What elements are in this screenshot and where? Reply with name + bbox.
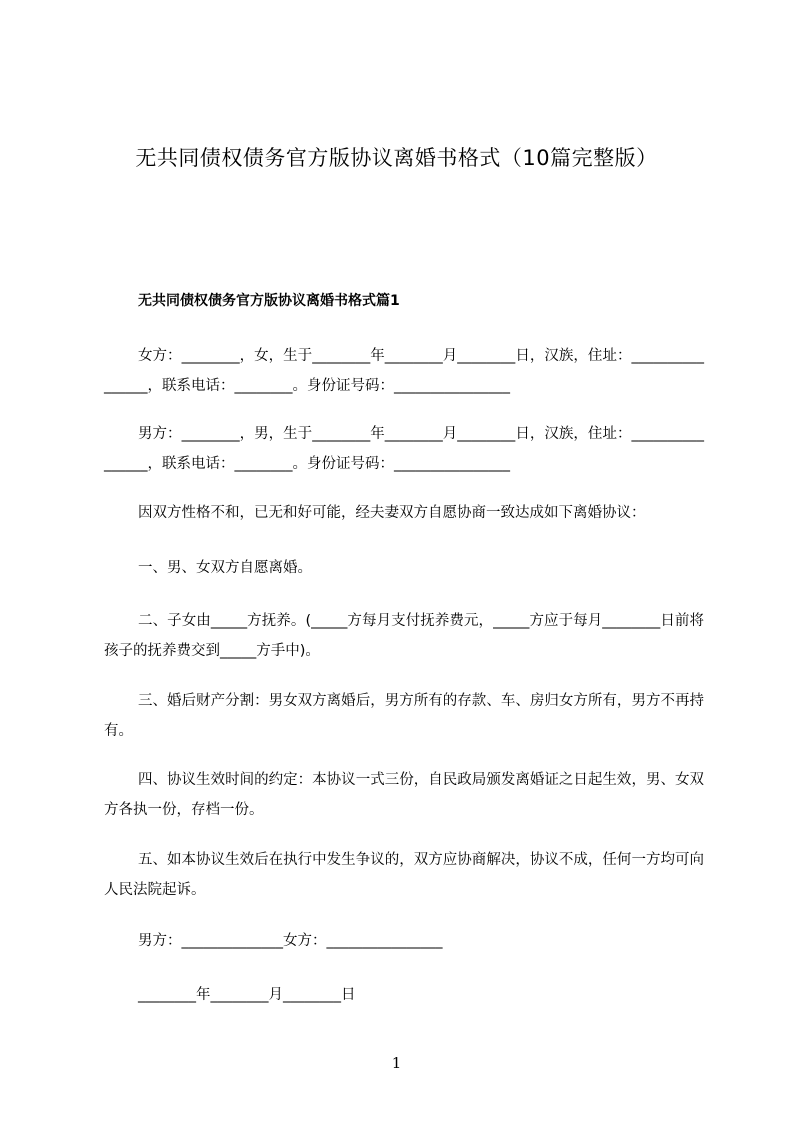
page-number: 1 xyxy=(391,1054,402,1072)
signature-line: 男方：______________女方：________________ xyxy=(138,933,443,949)
clause-4: 四、协议生效时间的约定：本协议一式三份，自民政局颁发离婚证之日起生效，男、女双方各执一份，存档一份。 xyxy=(104,772,704,818)
female-party-info: 女方：________，女，生于________年________月________日，汉族，住址：________________，联系电话：________。身份证号码：________________ xyxy=(104,348,704,394)
clause-5: 五、如本协议生效后在执行中发生争议的，双方应协商解决，协议不成，任何一方均可向人民法院起诉。 xyxy=(104,852,704,898)
clause-2: 二、子女由_____方抚养。(_____方每月支付抚养费元，_____方应于每月________日前将孩子的抚养费交到_____方手中)。 xyxy=(104,613,704,659)
document-title: 无共同债权债务官方版协议离婚书格式（10篇完整版） xyxy=(135,146,658,170)
date-line: ________年________月________日 xyxy=(138,987,356,1003)
clause-1: 一、男、女双方自愿离婚。 xyxy=(138,560,312,576)
clause-3: 三、婚后财产分割：男女双方离婚后，男方所有的存款、车、房归女方所有，男方不再持有。 xyxy=(104,693,704,739)
section-heading: 无共同债权债务官方版协议离婚书格式篇1 xyxy=(138,293,400,309)
agreement-preamble: 因双方性格不和，已无和好可能，经夫妻双方自愿协商一致达成如下离婚协议： xyxy=(138,505,646,521)
male-party-info: 男方：________，男，生于________年________月________日，汉族，住址：________________，联系电话：________。身份证号码：________________ xyxy=(104,426,704,472)
